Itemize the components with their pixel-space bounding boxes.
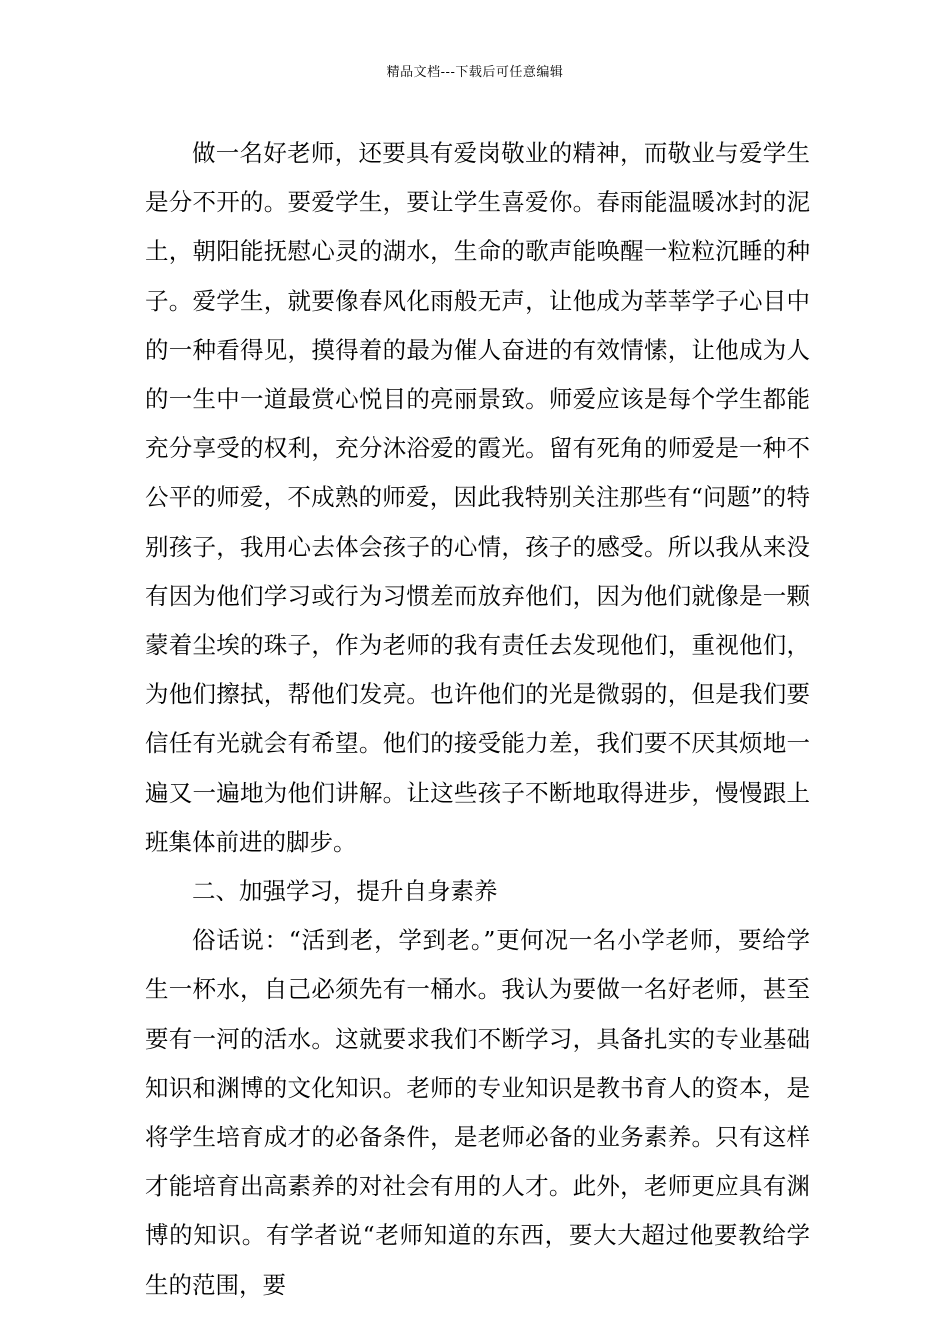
paragraph-keep-learning: 俗话说：“活到老，学到老。”更何况一名小学老师，要给学生一杯水，自己必须先有一桶水。我认为要做一名好老师，甚至要有一河的活水。这就要求我们不断学习，具备扎实的专业基础知识和渊博的文化知识。老师的专业知识是教书育人的资本，是将学生培育成才的必备条件，是老师必备的业务素养。只有这样才能培育出高素养的对社会有用的人才。此外，老师更应具有渊博的知识。有学者说“老师知道的东西，要大大超过他要教给学生的范围，要 <box>145 926 810 1299</box>
page-header: 精品文档---下载后可任意编辑 <box>386 65 564 80</box>
paragraph-love-students: 做一名好老师，还要具有爱岗敬业的精神，而敬业与爱学生是分不开的。要爱学生，要让学生喜爱你。春雨能温暖冰封的泥土，朝阳能抚慰心灵的湖水，生命的歌声能唤醒一粒粒沉睡的种子。爱学生，就要像春风化雨般无声，让他成为莘莘学子心目中的一种看得见，摸得着的最为催人奋进的有效情愫，让他成为人的一生中一道最赏心悦目的亮丽景致。师爱应该是每个学生都能充分享受的权利，充分沐浴爱的霞光。留有死角的师爱是一种不公平的师爱，不成熟的师爱，因此我特别关注那些有“问题”的特别孩子，我用心去体会孩子的心情，孩子的感受。所以我从来没有因为他们学习或行为习惯差而放弃他们，因为他们就像是一颗蒙着尘埃的珠子，作为老师的我有责任去发现他们，重视他们，为他们擦拭，帮他们发亮。也许他们的光是微弱的，但是我们要信任有光就会有希望。他们的接受能力差，我们要不厌其烦地一遍又一遍地为他们讲解。让这些孩子不断地取得进步，慢慢跟上班集体前进的脚步。 <box>145 139 810 856</box>
document-body <box>145 129 810 1310</box>
section-heading-study: 二、加强学习，提升自身素养 <box>192 877 498 906</box>
